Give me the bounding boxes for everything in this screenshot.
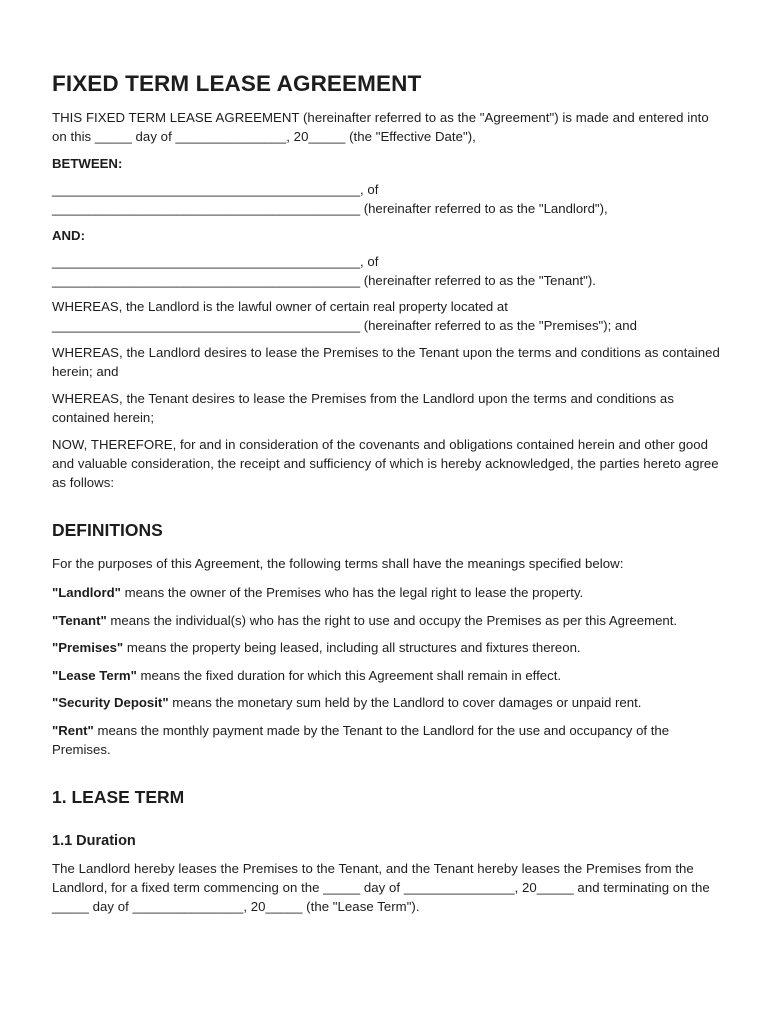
landlord-block xyxy=(52,181,720,218)
intro-paragraph: THIS FIXED TERM LEASE AGREEMENT (hereinafter referred to as the "Agreement") is made and entered into on this _____ day of _______________, 20_____ (the "Effective Date"), xyxy=(52,110,709,144)
whereas-property-line: WHEREAS, the Landlord is the lawful owner of certain real property located at xyxy=(52,299,508,314)
between-label: BETWEEN: xyxy=(52,156,123,171)
document-title: FIXED TERM LEASE AGREEMENT xyxy=(52,71,422,96)
landlord-address-line: __________________________________________ (hereinafter referred to as the "Landlord"), xyxy=(52,200,608,216)
whereas-lease-paragraph: WHEREAS, the Landlord desires to lease the Premises to the Tenant upon the terms and conditions as contained herein; and xyxy=(52,345,720,379)
definition-term: "Rent" xyxy=(52,722,94,738)
premises-address-line: __________________________________________ (hereinafter referred to as the "Premises"); and xyxy=(52,317,637,333)
lease-term-heading: 1. LEASE TERM xyxy=(52,786,185,807)
tenant-address-line: __________________________________________ (hereinafter referred to as the "Tenant"). xyxy=(52,272,596,288)
whereas-tenant-paragraph: WHEREAS, the Tenant desires to lease the Premises from the Landlord upon the terms and conditions as contained herein; xyxy=(52,391,674,425)
definition-text: means the individual(s) who has the right to use and occupy the Premises as per this Agreement. xyxy=(106,612,678,628)
now-therefore-paragraph: NOW, THEREFORE, for and in consideration of the covenants and obligations contained herein and other good and valuable consideration, the receipt and sufficiency of which is hereby acknowledged, the parties hereto agree as follows: xyxy=(52,437,719,490)
definition-item xyxy=(52,666,720,685)
definition-item xyxy=(52,611,720,630)
definition-term: "Tenant" xyxy=(52,612,107,628)
definition-text: means the owner of the Premises who has the legal right to lease the property. xyxy=(120,585,584,600)
document-page xyxy=(52,70,720,924)
and-label: AND: xyxy=(52,228,85,243)
definition-term: "Landlord" xyxy=(52,585,121,600)
definition-item xyxy=(52,693,720,712)
landlord-name-line: __________________________________________, of xyxy=(52,182,379,197)
definitions-heading: DEFINITIONS xyxy=(52,520,163,540)
definition-item xyxy=(52,583,720,602)
definition-term: "Security Deposit" xyxy=(52,695,169,710)
duration-heading: 1.1 Duration xyxy=(52,832,136,849)
definitions-list xyxy=(52,583,720,759)
definition-item xyxy=(52,638,720,657)
tenant-name-line: __________________________________________, of xyxy=(52,254,379,269)
definition-text: means the monthly payment made by the Tenant to the Landlord for the use and occupancy of the Premises. xyxy=(52,722,670,757)
definition-term: "Premises" xyxy=(52,640,124,655)
whereas-property-block xyxy=(52,298,720,335)
duration-paragraph: The Landlord hereby leases the Premises to the Tenant, and the Tenant hereby leases the Premises from the Landlord, for a fixed term commencing on the _____ day of _______________, 20_____ and terminating on the _____ day of _______________, 20_____ (the "Lease Term"). xyxy=(52,860,710,914)
definition-text: means the monetary sum held by the Landlord to cover damages or unpaid rent. xyxy=(168,695,642,710)
tenant-block xyxy=(52,253,720,290)
definition-text: means the property being leased, including all structures and fixtures thereon. xyxy=(123,640,581,655)
definition-item xyxy=(52,721,720,759)
definition-text: means the fixed duration for which this Agreement shall remain in effect. xyxy=(136,667,562,683)
definition-term: "Lease Term" xyxy=(52,667,137,683)
definitions-intro: For the purposes of this Agreement, the following terms shall have the meanings specified below: xyxy=(52,556,624,571)
